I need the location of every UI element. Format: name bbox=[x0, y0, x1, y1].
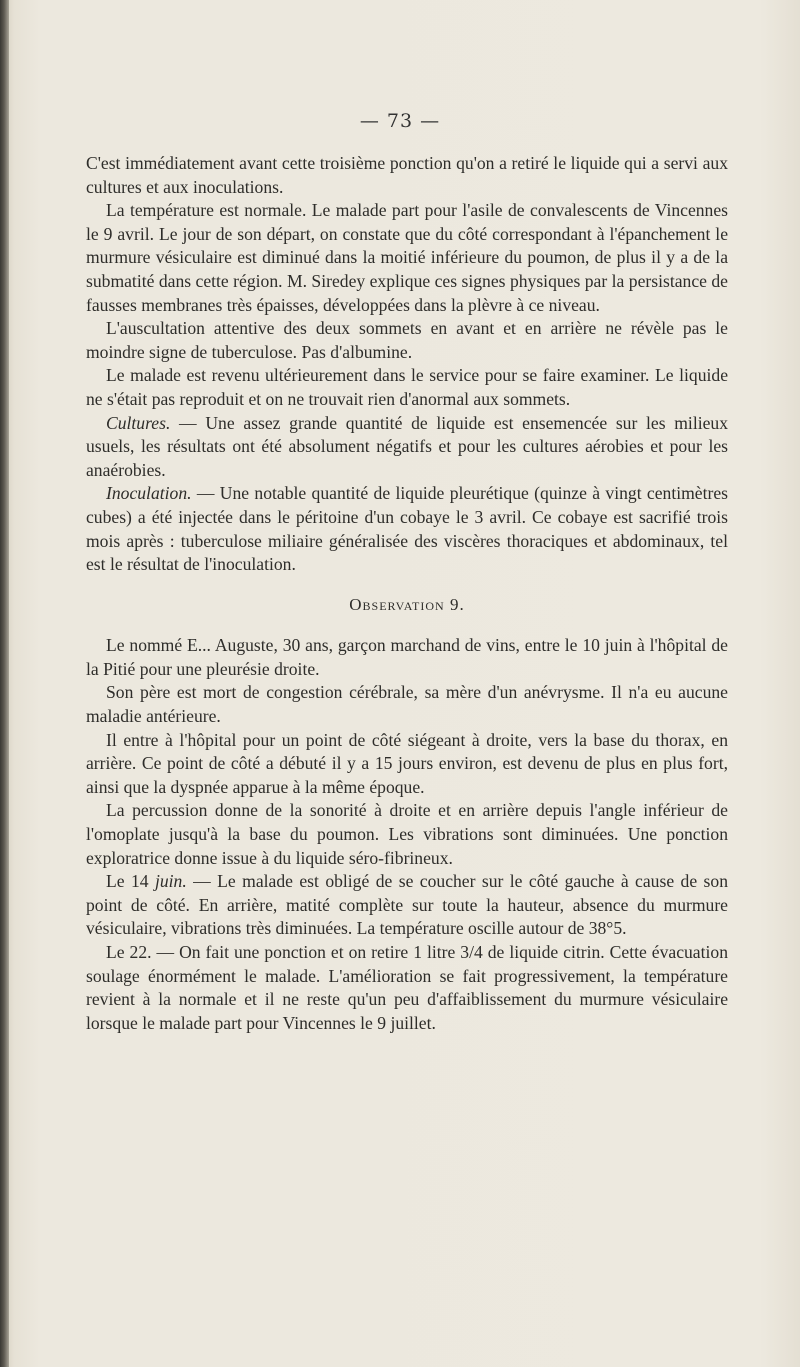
paragraph-3: L'auscultation attentive des deux sommets en avant et en arrière ne révèle pas le moindre signe de tuberculose. Pas d'albumine. bbox=[86, 318, 728, 362]
paragraph-12: Le 22. — On fait une ponction et on retire 1 litre 3/4 de liquide citrin. Cette évacuation soulage énormément le malade. L'amélioration se fait progressivement, la température revient à la normale et il ne reste qu'un peu d'affaiblissement du murmure vésiculaire lorsque le malade part pour Vincennes le 9 juillet. bbox=[86, 942, 728, 1033]
book-spine-shadow bbox=[0, 0, 9, 1367]
inoculation-text: — Une notable quantité de liquide pleurétique (quinze à vingt centimètres cubes) a été injectée dans le péritoine d'un cobaye le 3 avril. Ce cobaye est sacrifié trois mois après : tuberculose miliaire généralisée des viscères thoraciques et abdominaux, tel est le résultat de l'inoculation. bbox=[86, 483, 728, 575]
paragraph-inoculation bbox=[86, 482, 728, 576]
page-number: — 73 — bbox=[359, 110, 441, 132]
cultures-lead: Cultures. bbox=[106, 412, 171, 433]
paragraph-9: Il entre à l'hôpital pour un point de côté siégeant à droite, vers la base du thorax, en arrière. Ce point de côté a débuté il y a 15 jours environ, est devenu de plus en plus fort, ainsi que la dyspnée apparue à la même époque. bbox=[86, 729, 728, 797]
paragraph-10: La percussion donne de la sonorité à droite et en arrière depuis l'angle inférieur de l'omoplate jusqu'à la base du poumon. Les vibrations sont diminuées. Une ponction exploratrice donne issue à du liquide séro-fibrineux. bbox=[86, 800, 728, 868]
paragraph-11-text: — Le malade est obligé de se coucher sur le côté gauche à cause de son point de côté. En arrière, matité complète sur toute la hauteur, absence du murmure vésiculaire, vibrations très diminuées. La température oscille autour de 38°5. bbox=[86, 871, 728, 939]
paragraph-1: C'est immédiatement avant cette troisième ponction qu'on a retiré le liquide qui a servi aux cultures et aux inoculations. bbox=[86, 153, 728, 197]
paragraph-8: Son père est mort de congestion cérébrale, sa mère d'un anévrysme. Il n'a eu aucune maladie antérieure. bbox=[86, 682, 728, 727]
paragraph-11 bbox=[86, 870, 728, 941]
body-text bbox=[86, 152, 728, 1035]
paragraph-11-month: juin. bbox=[154, 871, 187, 892]
paragraph-2: La température est normale. Le malade part pour l'asile de convalescents de Vincennes le 9 avril. Le jour de son départ, on constate que du côté correspondant à l'épanchement le murmure vésiculaire est diminué dans la moitié inférieure du poumon, de plus il y a de la submatité dans cette région. M. Siredey explique ces signes physiques par la persistance de fausses membranes très épaisses, développées dans la plèvre à ce niveau. bbox=[86, 200, 728, 315]
cultures-text: — Une assez grande quantité de liquide est ensemencée sur les milieux usuels, les résultats ont été absolument négatifs et pour les cultures aérobies et pour les anaérobies. bbox=[86, 412, 728, 480]
observation-heading: Observation 9. bbox=[349, 594, 465, 614]
paragraph-4: Le malade est revenu ultérieurement dans le service pour se faire examiner. Le liquide ne s'était pas reproduit et on ne trouvait rien d'anormal aux sommets. bbox=[86, 365, 728, 409]
paragraph-11-date: Le 14 bbox=[106, 871, 155, 892]
paragraph-cultures bbox=[86, 412, 728, 483]
paragraph-7: Le nommé E... Auguste, 30 ans, garçon marchand de vins, entre le 10 juin à l'hôpital de la Pitié pour une pleurésie droite. bbox=[86, 635, 728, 679]
inoculation-lead: Inoculation. bbox=[106, 483, 192, 504]
